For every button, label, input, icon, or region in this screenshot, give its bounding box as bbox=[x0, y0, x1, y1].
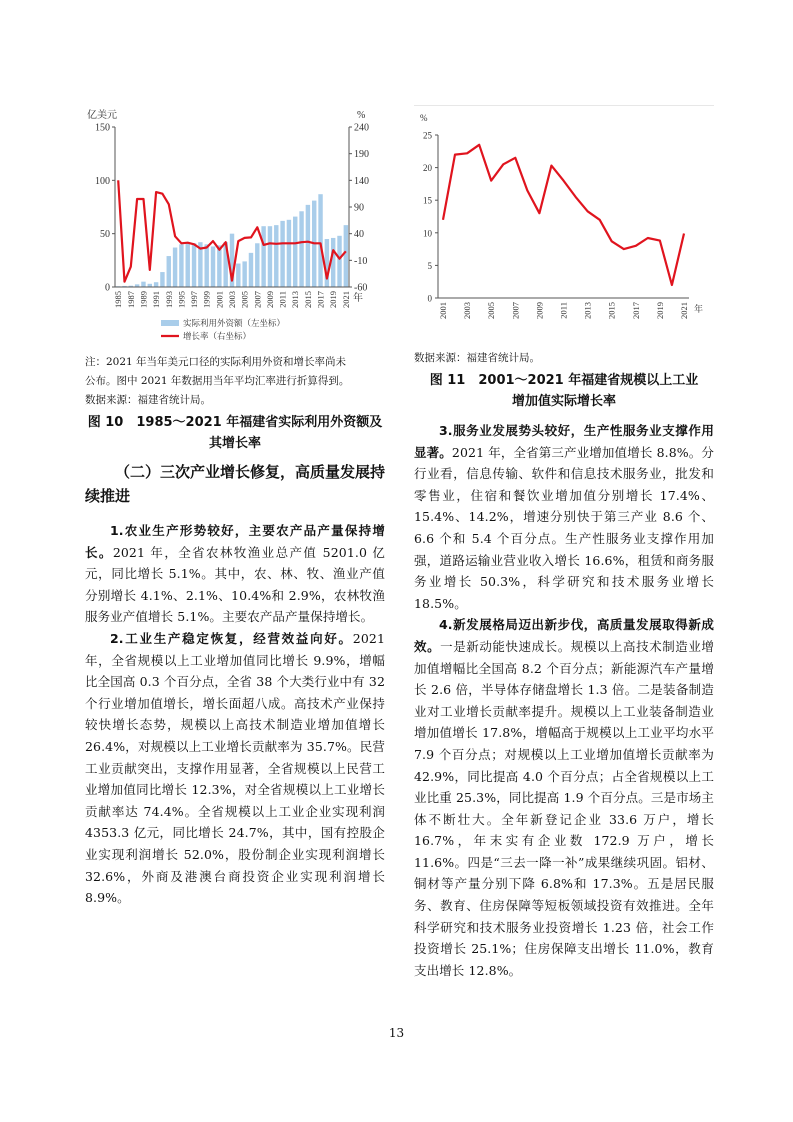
right-tick-label: 190 bbox=[354, 149, 369, 161]
right-tick-label: 140 bbox=[354, 175, 369, 187]
bar bbox=[160, 272, 164, 287]
bar bbox=[280, 221, 284, 287]
bar bbox=[255, 243, 259, 287]
bar bbox=[141, 282, 145, 287]
x-tick-label: 1997 bbox=[189, 291, 200, 308]
paragraph-services bbox=[414, 420, 714, 614]
x-tick-label: 2019 bbox=[654, 302, 665, 319]
x-axis-unit: 年 bbox=[694, 304, 704, 314]
x-tick-label: 2005 bbox=[239, 291, 250, 308]
x-tick-label: 2003 bbox=[462, 302, 473, 319]
x-tick-label: 1993 bbox=[163, 291, 174, 308]
left-tick-label: 100 bbox=[95, 175, 110, 187]
para-text: 2021 年，全省第三产业增加值增长 8.8%。分行业看，信息传输、软件和信息技术服务业，批发和零售业，住宿和餐饮业增加值分别增长 17.4%、15.4%、14.2%，增速分别快于第三产业 8.6 个、6.6 个和 5.4 个百分点。生产性服务业支撑作用加强，道路运输业营业收入增长 16.6%，租赁和商务服务业增长 50.3%，科学研究和技术服务业增长 18.5%。 bbox=[414, 444, 714, 611]
para-text: 一是新动能快速成长。规模以上高技术制造业增加值增幅比全国高 8.2 个百分点；新能源汽车产量增长 2.6 倍，半导体存储盘增长 1.3 倍。二是装备制造业对工业增长贡献率提升。规模以上工业装备制造业增加值增长 17.8%，增幅高于规模以上工业平均水平 7.9 个百分点；对规模以上工业增加值增长贡献率为 42.9%，同比提高 4.0 个百分点；占全省规模以上工业比重 25.3%，同比提高 1.9 个百分点。三是市场主体不断壮大。全年新登记企业 33.6 万户，增长 16.7%，年末实有企业数 172.9 万户，增长 11.6%。四是“三去一降一补”成果继续巩固。铝材、铜材等产量分别下降 6.8%和 17.3%。五是居民服务、教育、住房保障等短板领域投资有效推进。全年科学研究和技术服务业投资增长 1.23 倍，社会工作投资增长 25.1%；住房保障支出增长 11.0%，教育支出增长 12.8%。 bbox=[414, 638, 715, 978]
x-tick-label: 2009 bbox=[264, 291, 275, 308]
chart-fig10 bbox=[85, 105, 385, 345]
right-axis-unit: % bbox=[357, 110, 366, 121]
bar bbox=[217, 245, 221, 287]
fig11-caption: 增加值实际增长率 bbox=[511, 394, 616, 409]
x-tick-label: 2011 bbox=[558, 302, 569, 319]
chart-fig11 bbox=[414, 105, 714, 327]
x-tick-label: 2021 bbox=[679, 302, 689, 319]
bar bbox=[242, 261, 246, 287]
bar bbox=[274, 225, 278, 287]
fig11-source: 数据来源：福建省统计局。 bbox=[414, 352, 540, 364]
bar bbox=[204, 244, 208, 287]
x-tick-label: 1999 bbox=[201, 291, 212, 308]
x-tick-label: 2019 bbox=[328, 291, 339, 308]
para-text: 2021 年，全省规模以上工业增加值同比增长 9.9%，增幅比全国高 0.3 个百分点，全省 38 个大类行业中有 32 个行业增加值增长，增长面超八成。高技术产业保持较快增长态势，规模以上高技术制造业增加值增长 26.4%，对规模以上工业增长贡献率为 35.7%。民营工业贡献突出，支撑作用显著，全省规模以上民营工业增加值同比增长 12.3%，对全省规模以上工业增长贡献率达 74.4%。全省规模以上工业企业实现利润 4353.3 亿元，同比增长 24.7%，其中，国有控股企业实现利润增长 52.0%，股份制企业实现利润增长 32.6%，外商及港澳台商投资企业实现利润增长 8.9%。 bbox=[85, 630, 385, 906]
para-lead: 1.农业生产形势较好，主要农产品产量保持增长。 bbox=[85, 523, 385, 560]
x-tick-label: 2007 bbox=[252, 291, 263, 308]
right-tick-label: 40 bbox=[354, 229, 364, 241]
x-tick-label: 2011 bbox=[277, 291, 288, 308]
x-tick-label: 2013 bbox=[290, 291, 301, 308]
x-tick-label: 2015 bbox=[606, 302, 617, 319]
para-lead: 4.新发展格局迈出新步伐，高质量发展取得新成效。 bbox=[414, 617, 714, 654]
bar bbox=[306, 205, 310, 287]
para-lead: 3.服务业发展势头较好，生产性服务业支撑作用显著。 bbox=[414, 423, 714, 460]
x-tick-label: 1995 bbox=[176, 291, 187, 308]
x-tick-label: 2009 bbox=[534, 302, 545, 319]
x-tick-label: 2015 bbox=[302, 291, 313, 308]
growth-line bbox=[443, 145, 684, 285]
bar bbox=[331, 238, 335, 287]
fig11-caption: 图 11 2001～2021 年福建省规模以上工业 bbox=[429, 373, 699, 388]
paragraph-new-development bbox=[414, 614, 714, 981]
x-tick-label: 1987 bbox=[125, 291, 136, 308]
y-tick-label: 0 bbox=[427, 293, 432, 304]
x-tick-label: 2021 bbox=[340, 291, 351, 308]
bar bbox=[179, 244, 183, 287]
bar bbox=[167, 256, 171, 287]
legend-bar-swatch bbox=[161, 320, 179, 326]
left-tick-label: 150 bbox=[95, 122, 110, 134]
fig10-notes bbox=[85, 353, 385, 410]
x-tick-label: 2017 bbox=[315, 291, 326, 308]
bar bbox=[287, 220, 291, 287]
paragraph-industry bbox=[85, 628, 385, 909]
bar bbox=[337, 236, 341, 287]
y-axis-unit: % bbox=[420, 113, 428, 123]
x-tick-label: 2001 bbox=[438, 302, 448, 319]
bar bbox=[318, 194, 322, 287]
bar bbox=[249, 253, 253, 287]
bar bbox=[293, 217, 297, 287]
bar bbox=[236, 264, 240, 287]
right-tick-label: -10 bbox=[354, 255, 368, 267]
x-tick-label: 2013 bbox=[582, 302, 593, 319]
bar bbox=[192, 243, 196, 287]
x-tick-label: 1989 bbox=[138, 291, 149, 308]
para-lead: 2.工业生产稳定恢复，经营效益向好。 bbox=[110, 630, 353, 646]
x-tick-label: 1991 bbox=[151, 291, 162, 308]
bar bbox=[268, 226, 272, 287]
y-tick-label: 25 bbox=[423, 130, 432, 141]
right-column bbox=[414, 105, 714, 981]
right-tick-label: -60 bbox=[354, 282, 368, 294]
para-text: 2021 年，全省农林牧渔业总产值 5201.0 亿元，同比增长 5.1%。其中，农、林、牧、渔业产值分别增长 4.1%、2.1%、10.4%和 2.9%，农林牧渔服务业产值增长 5.1%。主要农产品产量保持增长。 bbox=[85, 544, 386, 625]
left-tick-label: 0 bbox=[105, 282, 110, 294]
fig10-note: 公布。图中 2021 年数据用当年平均汇率进行折算得到。 bbox=[85, 375, 350, 387]
x-tick-label: 1985 bbox=[113, 291, 124, 308]
bar bbox=[211, 246, 215, 287]
bar bbox=[344, 225, 348, 287]
bar bbox=[325, 239, 329, 287]
legend-bar-label: 实际利用外资额（左坐标） bbox=[183, 318, 286, 328]
x-tick-label: 2017 bbox=[630, 302, 641, 319]
y-tick-label: 15 bbox=[423, 195, 432, 206]
y-tick-label: 10 bbox=[423, 228, 432, 239]
left-column bbox=[85, 105, 385, 909]
y-tick-label: 20 bbox=[423, 163, 432, 174]
fig10-source: 数据来源：福建省统计局。 bbox=[85, 394, 211, 406]
bar bbox=[154, 282, 158, 287]
right-tick-label: 90 bbox=[354, 202, 364, 214]
x-tick-label: 2007 bbox=[510, 302, 521, 319]
right-tick-label: 240 bbox=[354, 122, 369, 134]
fig10-caption: 其增长率 bbox=[208, 436, 261, 451]
x-tick-label: 2003 bbox=[227, 291, 237, 308]
bar bbox=[261, 226, 265, 287]
section-heading: （二）三次产业增长修复，高质量发展持续推进 bbox=[85, 463, 386, 505]
left-tick-label: 50 bbox=[100, 229, 110, 241]
bar bbox=[173, 248, 177, 287]
paragraph-agriculture bbox=[85, 520, 385, 628]
bar bbox=[299, 211, 303, 287]
x-axis-unit: 年 bbox=[353, 293, 363, 304]
legend-line-label: 增长率（右坐标） bbox=[183, 331, 252, 341]
page-number: 13 bbox=[388, 1026, 405, 1040]
x-tick-label: 2005 bbox=[486, 302, 497, 319]
x-tick-label: 2001 bbox=[214, 291, 225, 308]
fig10-caption: 图 10 1985～2021 年福建省实际利用外资额及 bbox=[87, 415, 383, 430]
y-tick-label: 5 bbox=[427, 260, 432, 271]
left-axis-unit: 亿美元 bbox=[87, 110, 117, 121]
bar bbox=[186, 243, 190, 287]
fig10-note: 注：2021 年当年美元口径的实际利用外资和增长率尚未 bbox=[85, 356, 347, 368]
